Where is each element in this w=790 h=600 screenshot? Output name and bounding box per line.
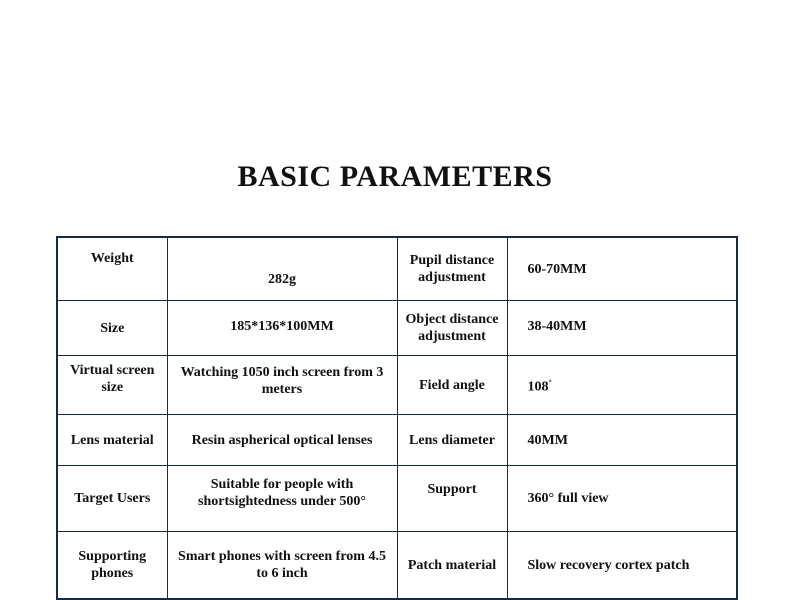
param-label: Virtual screen size xyxy=(57,356,167,415)
param-label: Supporting phones xyxy=(57,532,167,600)
param-label: Support xyxy=(397,466,507,532)
page-title: BASIC PARAMETERS xyxy=(237,160,553,193)
param-value: 38-40MM xyxy=(507,301,737,356)
param-value: 282g xyxy=(167,237,397,301)
param-label: Lens diameter xyxy=(397,415,507,466)
param-label: Object distance adjustment xyxy=(397,301,507,356)
table-row xyxy=(57,301,737,356)
param-value xyxy=(507,356,737,415)
parameters-table xyxy=(56,236,738,600)
param-label: Patch material xyxy=(397,532,507,600)
param-value: Smart phones with screen from 4.5 to 6 inch xyxy=(167,532,397,600)
param-label: Weight xyxy=(57,237,167,301)
param-label: Pupil distance adjustment xyxy=(397,237,507,301)
table-row xyxy=(57,415,737,466)
param-label: Lens material xyxy=(57,415,167,466)
param-value: Watching 1050 inch screen from 3 meters xyxy=(167,356,397,415)
param-value: Suitable for people with shortsightedness under 500° xyxy=(167,466,397,532)
param-label: Size xyxy=(57,301,167,356)
param-value: 185*136*100MM xyxy=(167,301,397,356)
param-value: 360° full view xyxy=(507,466,737,532)
table-row xyxy=(57,466,737,532)
table-row xyxy=(57,237,737,301)
param-value: 40MM xyxy=(507,415,737,466)
table-row xyxy=(57,532,737,600)
param-label: Field angle xyxy=(397,356,507,415)
param-value: 60-70MM xyxy=(507,237,737,301)
table-row xyxy=(57,356,737,415)
param-value: Resin aspherical optical lenses xyxy=(167,415,397,466)
field-angle-value: 108 xyxy=(527,379,549,395)
param-value: Slow recovery cortex patch xyxy=(507,532,737,600)
param-label: Target Users xyxy=(57,466,167,532)
degree-symbol: ° xyxy=(548,378,552,388)
